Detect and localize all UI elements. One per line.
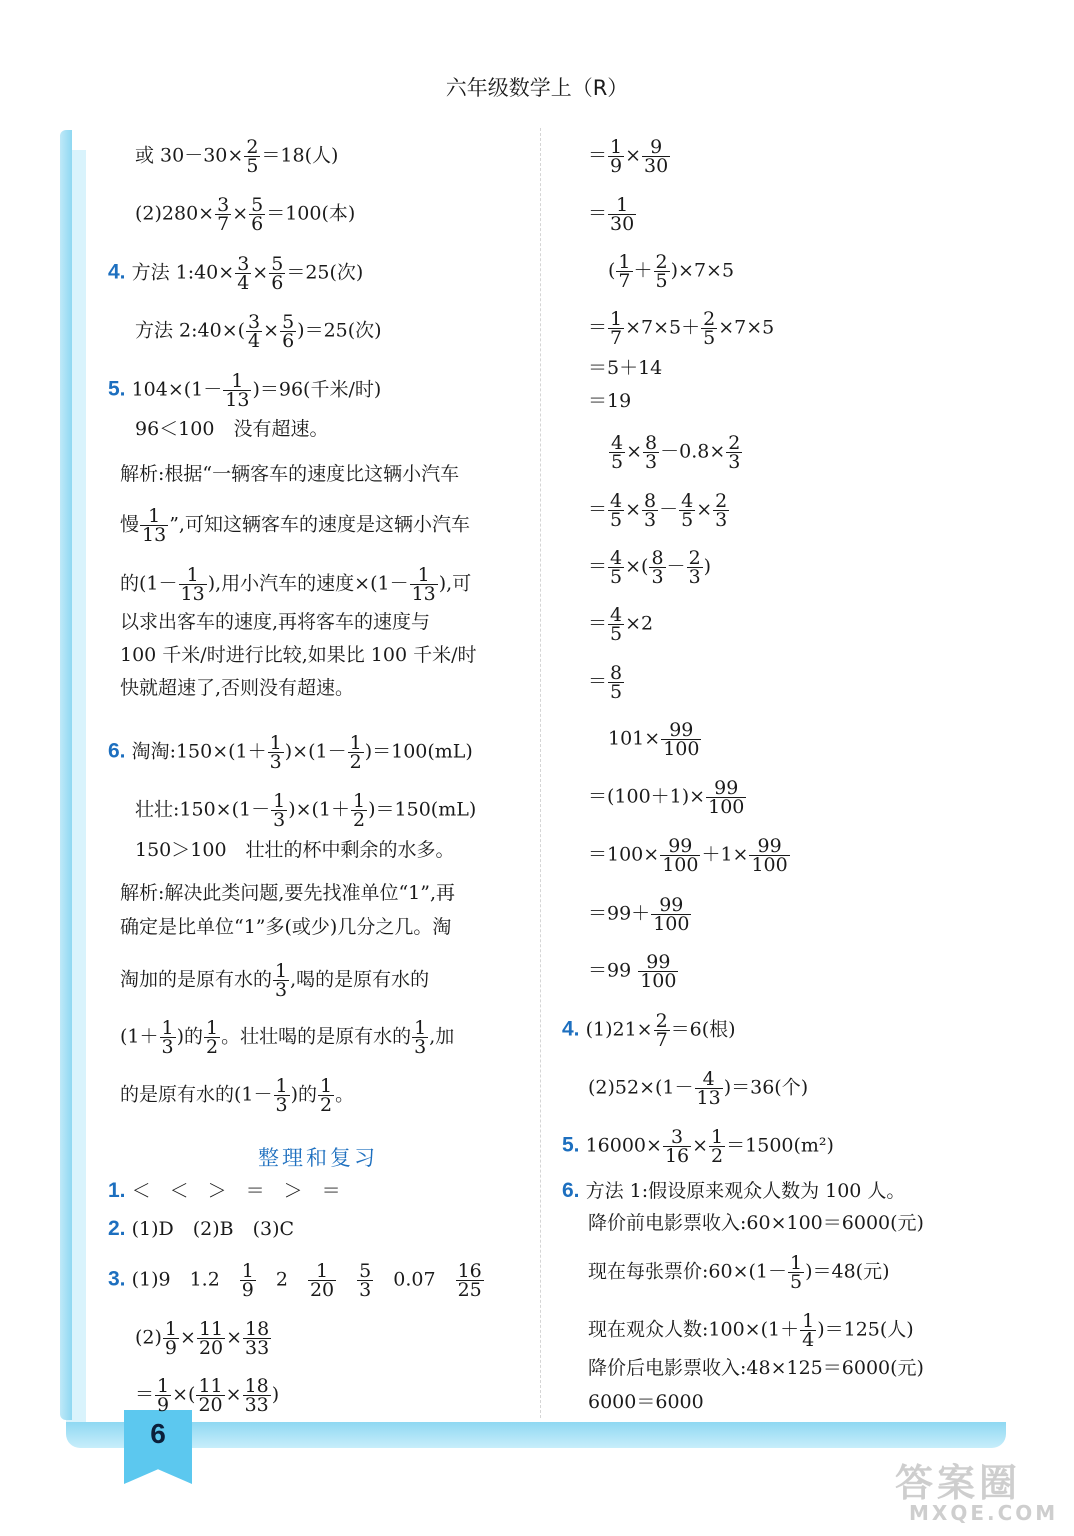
answer-line: ＝100× $\frac{99}{100}$ ＋1× $\frac{99}{100}$	[588, 835, 788, 876]
answer-line: 4. (1)21× $\frac{2}{7}$ ＝6(根)	[562, 1010, 736, 1051]
page-edge-band-dark	[60, 130, 72, 1420]
question-number: 5.	[562, 1133, 580, 1157]
watermark-text: 答案圈	[895, 1461, 1022, 1505]
fraction: $\frac{2}{5}$	[655, 251, 668, 292]
fraction: $\frac{5}{3}$	[359, 1260, 372, 1301]
fraction: $\frac{4}{5}$	[610, 604, 623, 645]
fraction: $\frac{3}{16}$	[664, 1126, 690, 1167]
fraction: $\frac{1}{13}$	[142, 505, 167, 546]
fraction: $\frac{1}{9}$	[241, 1260, 254, 1301]
fraction: $\frac{4}{5}$	[681, 490, 694, 531]
answer-line: 6. 淘淘:150×(1＋ $\frac{1}{3}$ )×(1－ $\frac{1}{2}$ )＝100(mL)	[108, 732, 473, 773]
fraction: $\frac{1}{3}$	[414, 1017, 427, 1058]
fraction: $\frac{5}{6}$	[251, 194, 264, 235]
analysis-line: 的(1－ $\frac{1}{13}$ ),用小汽车的速度×(1－ $\frac{1}{13}$ ),可	[120, 564, 472, 605]
fraction: $\frac{1}{7}$	[610, 308, 623, 349]
question-number: 1.	[108, 1179, 126, 1202]
fraction: $\frac{1}{30}$	[610, 194, 635, 235]
fraction: $\frac{5}{6}$	[271, 253, 284, 294]
fraction: $\frac{1}{7}$	[618, 251, 631, 292]
answer-line: ＝ $\frac{1}{9}$ ×( $\frac{11}{20}$ × $\frac{18}{33}$ )	[135, 1375, 280, 1416]
question-number: 5.	[108, 377, 126, 401]
section-title: 整理和复习	[258, 1146, 378, 1170]
answer-line: 5. 16000× $\frac{3}{16}$ × $\frac{1}{2}$ ＝1500(m²)	[562, 1126, 834, 1167]
page-header: 六年级数学上（R）	[445, 76, 629, 100]
fraction: $\frac{1}{2}$	[206, 1017, 219, 1058]
fraction: $\frac{5}{6}$	[282, 311, 295, 352]
fraction: $\frac{1}{3}$	[269, 732, 282, 773]
fraction: $\frac{1}{3}$	[275, 1075, 288, 1116]
question-number: 3.	[108, 1267, 126, 1291]
fraction: $\frac{1}{4}$	[802, 1310, 815, 1351]
fraction: $\frac{99}{100}$	[708, 777, 745, 818]
fraction: $\frac{4}{13}$	[696, 1068, 721, 1109]
fraction: $\frac{2}{5}$	[703, 308, 716, 349]
fraction: $\frac{99}{100}$	[662, 835, 699, 876]
analysis-line: 的是原有水的(1－ $\frac{1}{3}$ )的 $\frac{1}{2}$ 。	[120, 1075, 355, 1116]
answer-line: ＝99＋ $\frac{99}{100}$	[588, 894, 690, 935]
fraction: $\frac{3}{4}$	[237, 253, 250, 294]
answer-line: ＝5＋14	[588, 357, 663, 379]
analysis-line: 快就超速了,否则没有超速。	[120, 677, 355, 699]
fraction: $\frac{18}{33}$	[245, 1318, 270, 1359]
fraction: $\frac{1}{5}$	[790, 1252, 803, 1293]
fraction: $\frac{3}{4}$	[248, 311, 261, 352]
fraction: $\frac{1}{13}$	[180, 564, 205, 605]
fraction: $\frac{99}{100}$	[751, 835, 788, 876]
fraction: $\frac{1}{9}$	[157, 1375, 170, 1416]
answer-line: ( $\frac{1}{7}$ ＋ $\frac{2}{5}$ )×7×5	[608, 251, 735, 292]
fraction: $\frac{1}{9}$	[610, 136, 623, 177]
fraction: $\frac{1}{2}$	[711, 1126, 724, 1167]
fraction: $\frac{1}{3}$	[275, 960, 288, 1001]
answer-line: 4. 方法 1:40× $\frac{3}{4}$ × $\frac{5}{6}$ ＝25(次)	[108, 253, 364, 294]
question-number: 6.	[108, 739, 126, 763]
answer-line: ＝ $\frac{4}{5}$ × $\frac{8}{3}$ － $\frac{4}{5}$ × $\frac{2}{3}$	[588, 490, 728, 531]
fraction: $\frac{2}{7}$	[655, 1010, 668, 1051]
watermark-url: MXQE.COM	[909, 1501, 1059, 1525]
question-number: 6.	[562, 1179, 580, 1202]
fraction: $\frac{18}{33}$	[244, 1375, 269, 1416]
answer-line: 150＞100 壮壮的杯中剩余的水多。	[135, 839, 455, 861]
answer-line: 5. 104×(1－ $\frac{1}{13}$ )＝96(千米/时)	[108, 370, 382, 411]
fraction: $\frac{1}{20}$	[309, 1260, 335, 1301]
fraction: $\frac{1}{13}$	[225, 370, 250, 411]
fraction: $\frac{8}{3}$	[651, 547, 664, 588]
fraction: $\frac{1}{2}$	[320, 1075, 333, 1116]
fraction: $\frac{8}{3}$	[644, 490, 657, 531]
column-divider	[540, 128, 541, 1418]
watermark-logo	[895, 1452, 1058, 1525]
answer-line: 壮壮:150×(1－ $\frac{1}{3}$ )×(1＋ $\frac{1}{2}$ )＝150(mL)	[135, 790, 477, 831]
answer-line: (2)52×(1－ $\frac{4}{13}$ )＝36(个)	[588, 1068, 809, 1109]
answer-line: ＝(100＋1)× $\frac{99}{100}$	[588, 777, 745, 818]
answer-line: 降价后电影票收入:48×125＝6000(元)	[588, 1357, 924, 1379]
question-number: 4.	[562, 1017, 580, 1041]
answer-line: 96＜100 没有超速。	[135, 418, 329, 440]
fraction: $\frac{1}{3}$	[273, 790, 286, 831]
page-number: 6	[150, 1418, 166, 1449]
fraction: $\frac{8}{3}$	[645, 432, 658, 473]
fraction: $\frac{1}{9}$	[164, 1318, 178, 1359]
answer-line: 6. 方法 1:假设原来观众人数为 100 人。	[562, 1179, 906, 1202]
fraction: $\frac{2}{3}$	[688, 547, 701, 588]
question-number: 4.	[108, 260, 126, 284]
fraction: $\frac{2}{5}$	[246, 136, 259, 177]
fraction: $\frac{11}{20}$	[198, 1318, 224, 1359]
fraction: $\frac{4}{5}$	[610, 490, 623, 531]
fraction: $\frac{99}{100}$	[640, 951, 677, 992]
answer-line: 2. (1)D (2)B (3)C	[108, 1217, 295, 1240]
answer-line: (2)280× $\frac{3}{7}$ × $\frac{5}{6}$ ＝100(本)	[135, 194, 356, 235]
fraction: $\frac{1}{13}$	[411, 564, 436, 605]
fraction: $\frac{3}{7}$	[217, 194, 230, 235]
fraction: $\frac{99}{100}$	[653, 894, 690, 935]
fraction: $\frac{8}{5}$	[610, 662, 623, 703]
analysis-line: 确定是比单位“1”多(或少)几分之几。淘	[120, 916, 452, 938]
fraction: $\frac{1}{2}$	[353, 790, 366, 831]
fraction: $\frac{2}{3}$	[728, 432, 741, 473]
answer-line: 方法 2:40×( $\frac{3}{4}$ × $\frac{5}{6}$ )＝25(次)	[135, 311, 382, 352]
answer-line: (2) $\frac{1}{9}$ × $\frac{11}{20}$ × $\frac{18}{33}$	[135, 1318, 270, 1359]
answer-line: 降价前电影票收入:60×100＝6000(元)	[588, 1212, 924, 1234]
analysis-line: 解析:解决此类问题,要先找准单位“1”,再	[120, 882, 455, 904]
answer-line: 现在观众人数:100×(1＋ $\frac{1}{4}$ )＝125(人)	[588, 1310, 914, 1351]
question-number: 2.	[108, 1217, 126, 1240]
analysis-line: (1＋ $\frac{1}{3}$ )的 $\frac{1}{2}$ 。壮壮喝的是原有水的 $\frac{1}{3}$ ,加	[120, 1017, 455, 1058]
page-bottom-band	[66, 1422, 1006, 1448]
answer-line: ＝ $\frac{4}{5}$ ×( $\frac{8}{3}$ － $\frac{2}{3}$ )	[588, 547, 712, 588]
answer-line: 或 30－30× $\frac{2}{5}$ ＝18(人)	[135, 136, 339, 177]
fraction: $\frac{1}{3}$	[161, 1017, 174, 1058]
analysis-line: 以求出客车的速度,再将客车的速度与	[120, 611, 431, 633]
fraction: $\frac{4}{5}$	[611, 432, 624, 473]
analysis-line: 淘加的是原有水的 $\frac{1}{3}$ ,喝的是原有水的	[120, 960, 430, 1001]
fraction: $\frac{9}{30}$	[644, 136, 669, 177]
fraction: $\frac{11}{20}$	[198, 1375, 223, 1416]
answer-line: ＝ $\frac{1}{9}$ × $\frac{9}{30}$	[588, 136, 669, 177]
answer-line: ＝ $\frac{4}{5}$ ×2	[588, 604, 654, 645]
fraction: $\frac{2}{3}$	[715, 490, 728, 531]
fraction: $\frac{1}{2}$	[349, 732, 362, 773]
answer-line: ＝19	[588, 390, 632, 412]
answer-line: ＝ $\frac{8}{5}$	[588, 662, 623, 703]
fraction: $\frac{99}{100}$	[663, 719, 700, 760]
answer-line: 现在每张票价:60×(1－ $\frac{1}{5}$ )＝48(元)	[588, 1252, 890, 1293]
answer-line: ＝99 $\frac{99}{100}$	[588, 951, 677, 992]
analysis-line: 100 千米/时进行比较,如果比 100 千米/时	[120, 644, 477, 666]
fraction: $\frac{4}{5}$	[610, 547, 623, 588]
answer-line: 6000＝6000	[588, 1391, 704, 1413]
answer-line: 3. (1)9 1.2 $\frac{1}{9}$ 2 $\frac{1}{20}$ $\frac{5}{3}$ 0.07 $\frac{16}{25}$	[108, 1260, 482, 1301]
answer-line: 1. ＜ ＜ ＞ ＝ ＞ ＝	[108, 1179, 341, 1202]
answer-line: ＝ $\frac{1}{7}$ ×7×5＋ $\frac{2}{5}$ ×7×5	[588, 308, 775, 349]
answer-line: $\frac{4}{5}$ × $\frac{8}{3}$ －0.8× $\frac{2}{3}$	[611, 432, 741, 473]
analysis-line: 解析:根据“一辆客车的速度比这辆小汽车	[120, 463, 460, 485]
analysis-line: 慢 $\frac{1}{13}$ ”,可知这辆客车的速度是这辆小汽车	[120, 505, 470, 546]
answer-line: ＝ $\frac{1}{30}$	[588, 194, 635, 235]
fraction: $\frac{16}{25}$	[457, 1260, 482, 1301]
answer-line: 101× $\frac{99}{100}$	[608, 719, 700, 760]
